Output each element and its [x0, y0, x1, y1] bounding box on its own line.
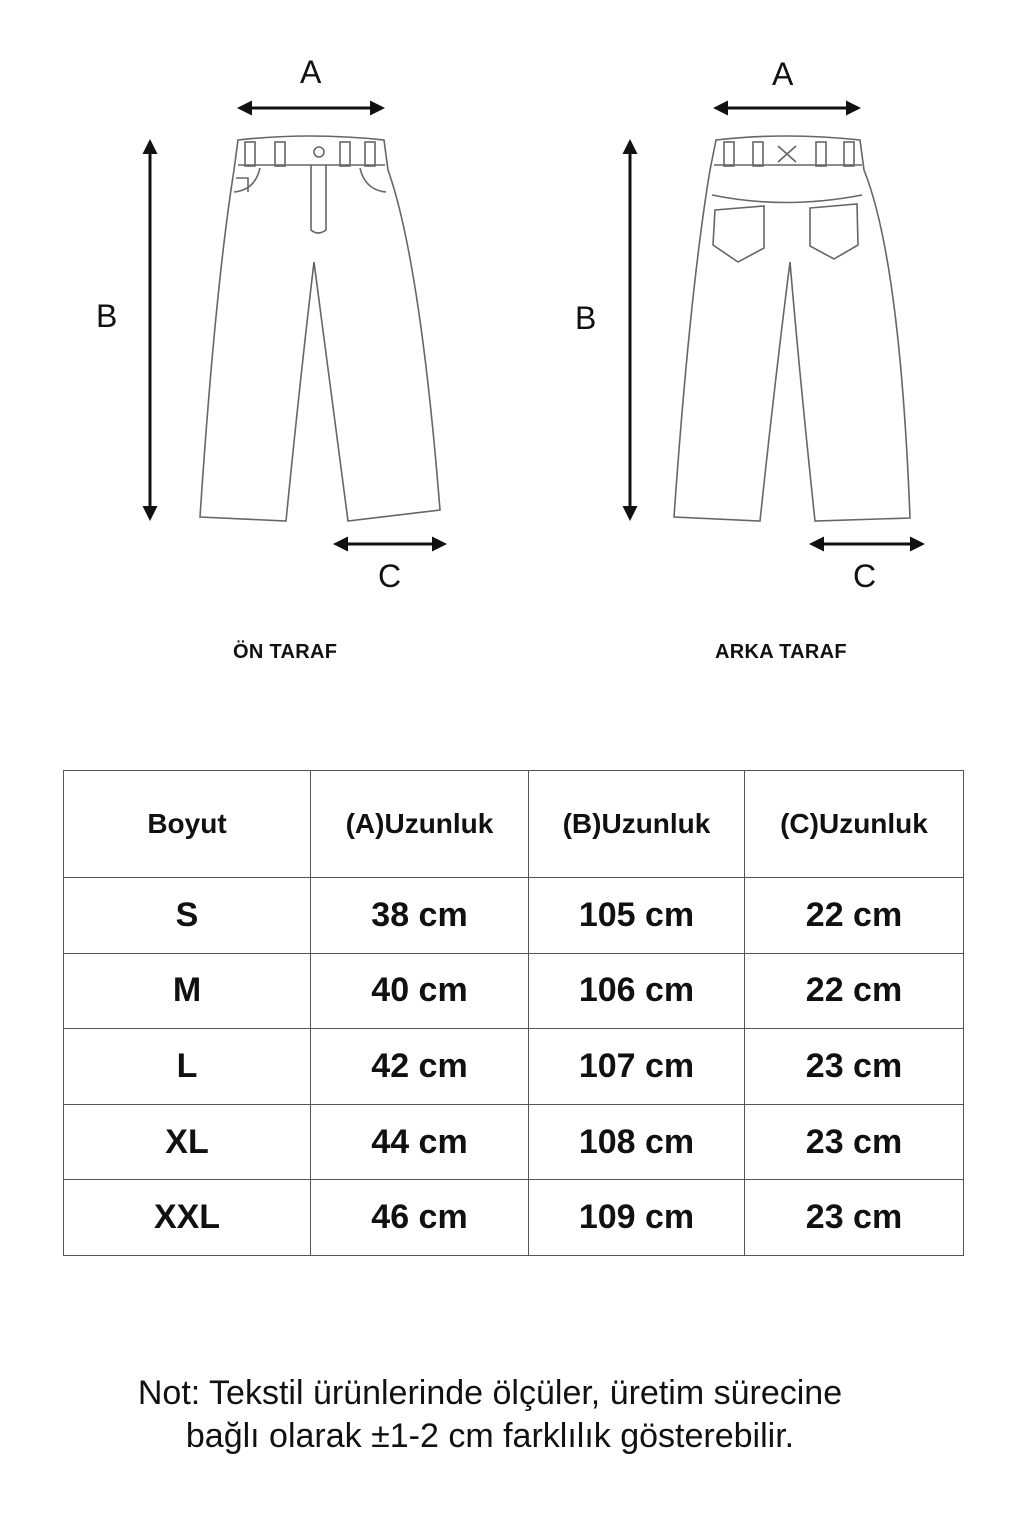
size-cell: M — [64, 953, 311, 1029]
header-c-length: (C)Uzunluk — [745, 771, 964, 878]
a-cell: 44 cm — [311, 1104, 529, 1180]
c-cell: 22 cm — [745, 953, 964, 1029]
b-cell: 109 cm — [529, 1180, 745, 1256]
note-line-2: bağlı olarak ±1-2 cm farklılık gösterebilir. — [185, 1417, 795, 1455]
front-label-c: C — [378, 558, 402, 594]
front-label-b: B — [96, 298, 118, 334]
front-caption: ÖN TARAF — [233, 641, 338, 663]
back-label-c: C — [853, 558, 877, 594]
table-header-row — [64, 771, 964, 878]
c-cell: 23 cm — [745, 1029, 964, 1105]
table-row — [64, 878, 964, 954]
front-pants-drawing — [200, 136, 440, 521]
size-cell: L — [64, 1029, 311, 1105]
note-line-1: Not: Tekstil ürünlerinde ölçüler, üretim sürecine — [137, 1374, 843, 1412]
back-label-b: B — [575, 300, 597, 336]
table-row — [64, 1180, 964, 1256]
size-table — [63, 770, 964, 1256]
table-row — [64, 953, 964, 1029]
header-a-length: (A)Uzunluk — [311, 771, 529, 878]
table-row — [64, 1104, 964, 1180]
pants-illustrations — [0, 0, 1025, 700]
note-text — [0, 1372, 980, 1458]
back-caption: ARKA TARAF — [715, 641, 847, 663]
b-cell: 105 cm — [529, 878, 745, 954]
back-label-a: A — [772, 56, 794, 92]
c-cell: 23 cm — [745, 1104, 964, 1180]
b-cell: 106 cm — [529, 953, 745, 1029]
header-b-length: (B)Uzunluk — [529, 771, 745, 878]
c-cell: 22 cm — [745, 878, 964, 954]
size-cell: XL — [64, 1104, 311, 1180]
size-cell: XXL — [64, 1180, 311, 1256]
back-pants-drawing — [674, 136, 910, 521]
a-cell: 42 cm — [311, 1029, 529, 1105]
c-cell: 23 cm — [745, 1180, 964, 1256]
header-size: Boyut — [64, 771, 311, 878]
a-cell: 46 cm — [311, 1180, 529, 1256]
a-cell: 40 cm — [311, 953, 529, 1029]
b-cell: 108 cm — [529, 1104, 745, 1180]
table-row — [64, 1029, 964, 1105]
a-cell: 38 cm — [311, 878, 529, 954]
b-cell: 107 cm — [529, 1029, 745, 1105]
measurement-diagram — [0, 0, 1025, 700]
size-cell: S — [64, 878, 311, 954]
front-label-a: A — [300, 54, 322, 90]
